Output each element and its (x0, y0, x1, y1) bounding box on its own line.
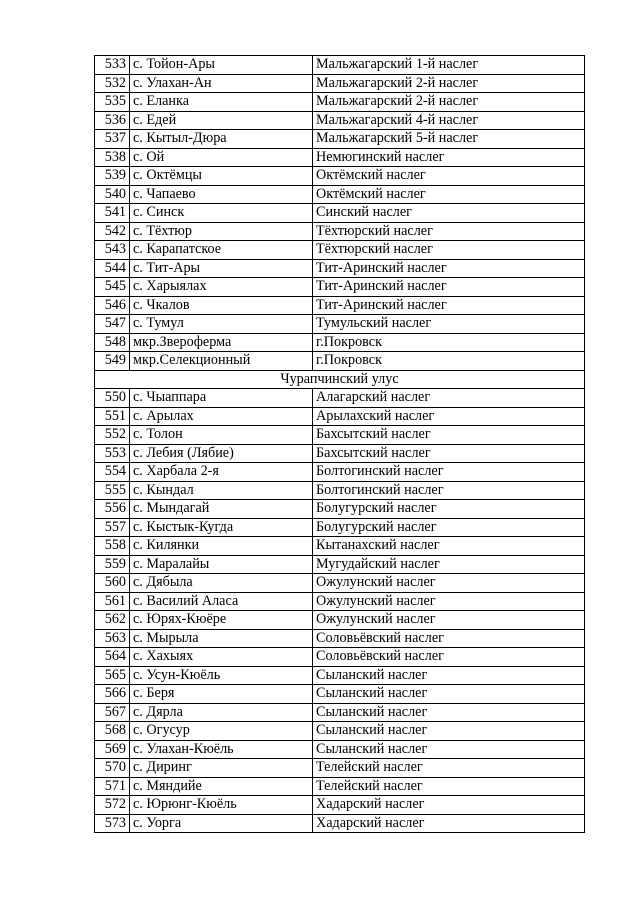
row-number-cell: 559 (95, 555, 130, 574)
row-number-cell: 532 (95, 74, 130, 93)
row-number-cell: 565 (95, 666, 130, 685)
row-number-cell: 558 (95, 537, 130, 556)
row-number-cell: 566 (95, 685, 130, 704)
table-row (95, 130, 585, 149)
subdivision-cell: Мальжагарский 2-й наслег (313, 74, 585, 93)
subdivision-cell: Хадарский наслег (313, 814, 585, 833)
subdivision-cell: Мальжагарский 2-й наслег (313, 93, 585, 112)
table-row (95, 518, 585, 537)
row-number-cell: 546 (95, 296, 130, 315)
row-number-cell: 539 (95, 167, 130, 186)
row-number-cell: 560 (95, 574, 130, 593)
row-number-cell: 551 (95, 407, 130, 426)
table-row (95, 74, 585, 93)
settlement-name-cell: с. Василий Аласа (130, 592, 313, 611)
table-row (95, 315, 585, 334)
table-row (95, 537, 585, 556)
row-number-cell: 555 (95, 481, 130, 500)
row-number-cell: 550 (95, 389, 130, 408)
row-number-cell: 533 (95, 56, 130, 75)
settlement-name-cell: с. Харбала 2-я (130, 463, 313, 482)
subdivision-cell: Соловьёвский наслег (313, 629, 585, 648)
subdivision-cell: Болтогинский наслег (313, 481, 585, 500)
settlement-name-cell: с. Килянки (130, 537, 313, 556)
settlement-table-body (95, 56, 585, 833)
table-row (95, 333, 585, 352)
settlement-name-cell: с. Хахыях (130, 648, 313, 667)
subdivision-cell: Ожулунский наслег (313, 592, 585, 611)
settlement-name-cell: с. Арылах (130, 407, 313, 426)
row-number-cell: 541 (95, 204, 130, 223)
subdivision-cell: Мальжагарский 4-й наслег (313, 111, 585, 130)
row-number-cell: 543 (95, 241, 130, 260)
section-title: Чурапчинский улус (95, 370, 585, 389)
row-number-cell: 545 (95, 278, 130, 297)
settlement-name-cell: с. Диринг (130, 759, 313, 778)
subdivision-cell: Болтогинский наслег (313, 463, 585, 482)
subdivision-cell: Сыланский наслег (313, 722, 585, 741)
subdivision-cell: Ожулунский наслег (313, 611, 585, 630)
table-row (95, 241, 585, 260)
section-row (95, 370, 585, 389)
row-number-cell: 563 (95, 629, 130, 648)
table-row (95, 722, 585, 741)
table-row (95, 629, 585, 648)
settlement-name-cell: с. Лебия (Лябие) (130, 444, 313, 463)
table-row (95, 648, 585, 667)
settlement-name-cell: с. Ой (130, 148, 313, 167)
settlement-name-cell: мкр.Селекционный (130, 352, 313, 371)
settlement-name-cell: с. Юрях-Кюёре (130, 611, 313, 630)
table-row (95, 666, 585, 685)
settlement-name-cell: с. Чыаппара (130, 389, 313, 408)
settlement-name-cell: с. Беря (130, 685, 313, 704)
subdivision-cell: Арылахский наслег (313, 407, 585, 426)
settlement-name-cell: с. Усун-Кюёль (130, 666, 313, 685)
subdivision-cell: Тёхтюрский наслег (313, 241, 585, 260)
settlement-name-cell: с. Маралайы (130, 555, 313, 574)
settlement-name-cell: с. Кындал (130, 481, 313, 500)
subdivision-cell: Болугурский наслег (313, 518, 585, 537)
table-row (95, 148, 585, 167)
row-number-cell: 567 (95, 703, 130, 722)
settlement-name-cell: с. Дярла (130, 703, 313, 722)
row-number-cell: 537 (95, 130, 130, 149)
row-number-cell: 569 (95, 740, 130, 759)
settlement-name-cell: с. Юрюнг-Кюёль (130, 796, 313, 815)
subdivision-cell: Мальжагарский 5-й наслег (313, 130, 585, 149)
subdivision-cell: г.Покровск (313, 333, 585, 352)
row-number-cell: 544 (95, 259, 130, 278)
subdivision-cell: Сыланский наслег (313, 703, 585, 722)
subdivision-cell: Хадарский наслег (313, 796, 585, 815)
settlement-name-cell: с. Еланка (130, 93, 313, 112)
subdivision-cell: Сыланский наслег (313, 685, 585, 704)
table-row (95, 296, 585, 315)
settlement-name-cell: с. Улахан-Ан (130, 74, 313, 93)
settlement-name-cell: с. Чкалов (130, 296, 313, 315)
subdivision-cell: Тит-Аринский наслег (313, 259, 585, 278)
row-number-cell: 553 (95, 444, 130, 463)
subdivision-cell: Алагарский наслег (313, 389, 585, 408)
row-number-cell: 554 (95, 463, 130, 482)
table-row (95, 814, 585, 833)
table-row (95, 796, 585, 815)
settlement-name-cell: с. Улахан-Кюёль (130, 740, 313, 759)
settlement-name-cell: с. Чапаево (130, 185, 313, 204)
settlement-name-cell: с. Кытыл-Дюра (130, 130, 313, 149)
row-number-cell: 542 (95, 222, 130, 241)
subdivision-cell: Бахсытский наслег (313, 444, 585, 463)
table-row (95, 222, 585, 241)
table-row (95, 93, 585, 112)
subdivision-cell: Октёмский наслег (313, 185, 585, 204)
subdivision-cell: Болугурский наслег (313, 500, 585, 519)
row-number-cell: 538 (95, 148, 130, 167)
table-row (95, 685, 585, 704)
row-number-cell: 561 (95, 592, 130, 611)
settlement-name-cell: с. Тумул (130, 315, 313, 334)
subdivision-cell: Телейский наслег (313, 759, 585, 778)
row-number-cell: 536 (95, 111, 130, 130)
table-row (95, 481, 585, 500)
row-number-cell: 572 (95, 796, 130, 815)
table-row (95, 352, 585, 371)
subdivision-cell: Сыланский наслег (313, 740, 585, 759)
table-row (95, 592, 585, 611)
table-row (95, 426, 585, 445)
table-row (95, 407, 585, 426)
subdivision-cell: Тит-Аринский наслег (313, 296, 585, 315)
settlement-table (94, 55, 585, 833)
row-number-cell: 568 (95, 722, 130, 741)
subdivision-cell: Октёмский наслег (313, 167, 585, 186)
row-number-cell: 548 (95, 333, 130, 352)
settlement-name-cell: с. Едей (130, 111, 313, 130)
table-row (95, 278, 585, 297)
row-number-cell: 547 (95, 315, 130, 334)
settlement-name-cell: с. Мяндийе (130, 777, 313, 796)
table-row (95, 167, 585, 186)
row-number-cell: 540 (95, 185, 130, 204)
row-number-cell: 564 (95, 648, 130, 667)
settlement-name-cell: мкр.Звероферма (130, 333, 313, 352)
settlement-name-cell: с. Карапатское (130, 241, 313, 260)
row-number-cell: 570 (95, 759, 130, 778)
subdivision-cell: Тумульский наслег (313, 315, 585, 334)
settlement-name-cell: с. Дябыла (130, 574, 313, 593)
subdivision-cell: Сыланский наслег (313, 666, 585, 685)
settlement-name-cell: с. Тёхтюр (130, 222, 313, 241)
row-number-cell: 552 (95, 426, 130, 445)
subdivision-cell: Тит-Аринский наслег (313, 278, 585, 297)
settlement-name-cell: с. Толон (130, 426, 313, 445)
settlement-name-cell: с. Тит-Ары (130, 259, 313, 278)
settlement-name-cell: с. Уорга (130, 814, 313, 833)
row-number-cell: 549 (95, 352, 130, 371)
table-row (95, 463, 585, 482)
table-row (95, 185, 585, 204)
row-number-cell: 562 (95, 611, 130, 630)
table-row (95, 389, 585, 408)
table-row (95, 444, 585, 463)
settlement-name-cell: с. Синск (130, 204, 313, 223)
subdivision-cell: Мугудайский наслег (313, 555, 585, 574)
table-row (95, 740, 585, 759)
row-number-cell: 571 (95, 777, 130, 796)
settlement-name-cell: с. Харыялах (130, 278, 313, 297)
settlement-name-cell: с. Октёмцы (130, 167, 313, 186)
subdivision-cell: Ожулунский наслег (313, 574, 585, 593)
table-row (95, 56, 585, 75)
settlement-name-cell: с. Огусур (130, 722, 313, 741)
subdivision-cell: Телейский наслег (313, 777, 585, 796)
row-number-cell: 535 (95, 93, 130, 112)
row-number-cell: 556 (95, 500, 130, 519)
subdivision-cell: Тёхтюрский наслег (313, 222, 585, 241)
table-row (95, 259, 585, 278)
table-row (95, 500, 585, 519)
subdivision-cell: г.Покровск (313, 352, 585, 371)
subdivision-cell: Немюгинский наслег (313, 148, 585, 167)
table-row (95, 204, 585, 223)
table-row (95, 111, 585, 130)
settlement-name-cell: с. Мындагай (130, 500, 313, 519)
subdivision-cell: Бахсытский наслег (313, 426, 585, 445)
row-number-cell: 573 (95, 814, 130, 833)
settlement-name-cell: с. Тойон-Ары (130, 56, 313, 75)
subdivision-cell: Соловьёвский наслег (313, 648, 585, 667)
table-row (95, 611, 585, 630)
row-number-cell: 557 (95, 518, 130, 537)
table-row (95, 777, 585, 796)
subdivision-cell: Синский наслег (313, 204, 585, 223)
settlement-name-cell: с. Мырыла (130, 629, 313, 648)
settlement-name-cell: с. Кыстык-Кугда (130, 518, 313, 537)
table-row (95, 574, 585, 593)
table-row (95, 703, 585, 722)
table-row (95, 555, 585, 574)
subdivision-cell: Мальжагарский 1-й наслег (313, 56, 585, 75)
table-row (95, 759, 585, 778)
subdivision-cell: Кытанахский наслег (313, 537, 585, 556)
